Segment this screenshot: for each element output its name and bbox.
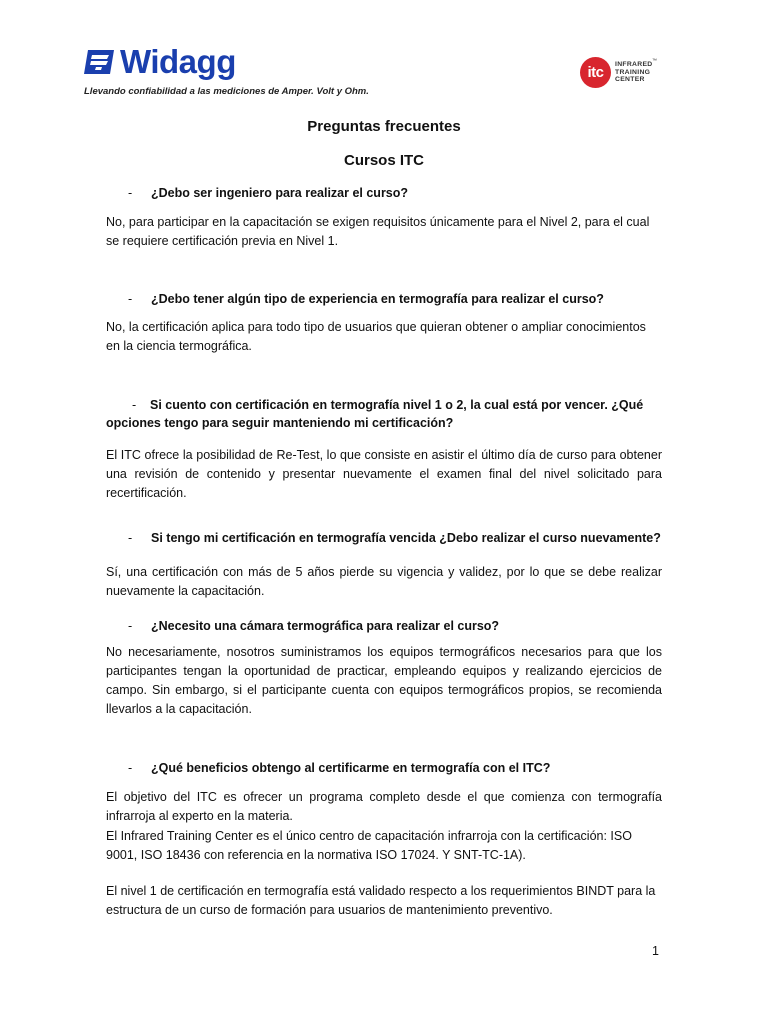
page-number: 1: [652, 944, 659, 958]
faq-question: [106, 184, 662, 202]
faq-answer: El ITC ofrece la posibilidad de Re-Test, lo que consiste en asistir el último día de curso para obtener una revisión de contenido y presentar nuevamente el examen final del nivel solicitado para recertificación.: [106, 448, 662, 500]
bullet-dash: -: [128, 531, 133, 545]
itc-logo-text: [615, 61, 653, 83]
bullet-dash: -: [132, 398, 137, 412]
widagg-wordmark: Widagg: [120, 43, 236, 80]
itc-logo-line: INFRARED: [615, 61, 653, 69]
faq-question: [106, 759, 662, 777]
faq-question: [106, 617, 662, 635]
itc-logo-mark: itc: [580, 57, 611, 88]
faq-question-text: ¿Qué beneficios obtengo al certificarme en termografía con el ITC?: [151, 761, 551, 775]
faq-answer: No, la certificación aplica para todo tipo de usuarios que quieran obtener o ampliar conocimientos en la ciencia termográfica.: [106, 320, 646, 353]
page-title: Preguntas frecuentes: [307, 118, 461, 135]
faq-answer: El Infrared Training Center es el único centro de capacitación infrarroja con la certificación: ISO 9001, ISO 18436 con referencia en la normativa ISO 17024. Y SNT-TC-1A).: [106, 829, 632, 862]
faq-answer: No necesariamente, nosotros suministramos los equipos termográficos necesarios para que los participantes tengan la oportunidad de practicar, empleando equipos y realizando ejercicios de campo. Sin embargo, si el participante cuenta con equipos termográficos propios, se recomienda llevarlos a la capacitación.: [106, 645, 662, 716]
faq-question-text: ¿Debo ser ingeniero para realizar el curso?: [151, 186, 409, 200]
widagg-tagline: Llevando confiabilidad a las mediciones de Amper. Volt y Ohm.: [84, 86, 369, 97]
widagg-logo-icon: [84, 46, 118, 78]
itc-logo: [580, 57, 653, 88]
faq-question: [106, 290, 662, 308]
bullet-dash: -: [128, 761, 133, 775]
bullet-dash: -: [128, 619, 133, 633]
faq-question-text: Si cuento con certificación en termografía nivel 1 o 2, la cual está por vencer. ¿Qué opciones tengo para seguir manteniendo mi certificación?: [106, 398, 644, 430]
page-header: [0, 0, 768, 110]
bullet-dash: -: [128, 186, 133, 200]
faq-question: [106, 396, 662, 432]
faq-answer: El objetivo del ITC es ofrecer un programa completo desde el que comienza con termografía infrarroja al experto en la materia.: [106, 790, 662, 823]
faq-question-text: ¿Necesito una cámara termográfica para realizar el curso?: [151, 619, 500, 633]
faq-answer: El nivel 1 de certificación en termografía está validado respecto a los requerimientos BINDT para la estructura de un curso de formación para usuarios de mantenimiento preventivo.: [106, 884, 656, 917]
widagg-logo: [84, 43, 236, 80]
itc-logo-line: TRAINING: [615, 68, 651, 76]
itc-trademark: ™: [652, 58, 657, 64]
faq-answer: No, para participar en la capacitación se exigen requisitos únicamente para el Nivel 2, para el cual se requiere certificación previa en Nivel 1.: [106, 215, 650, 248]
faq-answer: Sí, una certificación con más de 5 años pierde su vigencia y validez, por lo que se debe realizar nuevamente la capacitación.: [106, 565, 662, 598]
bullet-dash: -: [128, 292, 133, 306]
faq-question: [106, 529, 662, 547]
faq-question-text: ¿Debo tener algún tipo de experiencia en termografía para realizar el curso?: [151, 292, 604, 306]
faq-question-text: Si tengo mi certificación en termografía vencida ¿Debo realizar el curso nuevamente?: [151, 531, 661, 545]
itc-logo-line: CENTER: [615, 76, 645, 84]
page-subtitle: Cursos ITC: [343, 152, 424, 169]
